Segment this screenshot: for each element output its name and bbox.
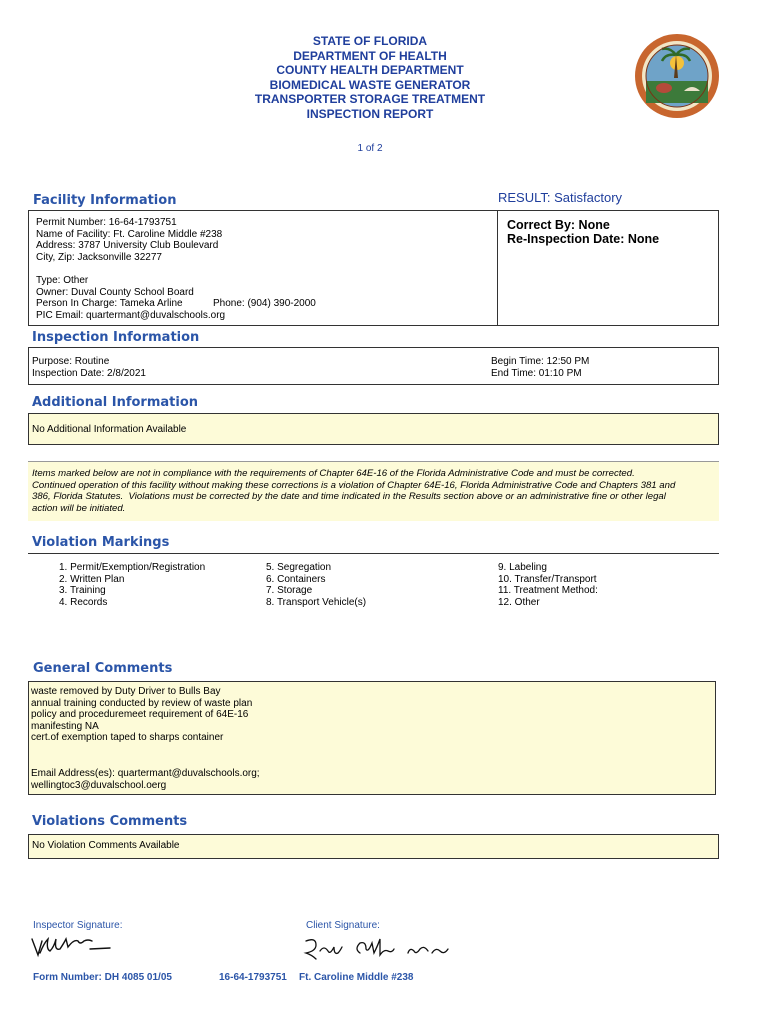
facility-name: Name of Facility: Ft. Caroline Middle #238 — [36, 228, 223, 240]
violation-item: 9. Labeling — [498, 562, 547, 573]
notice-line-1: Items marked below are not in compliance with the requirements of Chapter 64E-16 of the Florida Administrative Code and must be corrected. — [32, 468, 635, 479]
client-signature-label: Client Signature: — [306, 920, 380, 931]
violation-item: 5. Segregation — [266, 562, 332, 573]
header-line-1: STATE OF FLORIDA — [312, 34, 428, 48]
general-comments-text — [31, 686, 252, 744]
comment-line: cert.of exemption taped to sharps container — [31, 732, 224, 744]
facility-owner-details — [36, 275, 225, 321]
general-comments-title: General Comments — [33, 661, 173, 676]
facility-city-zip: City, Zip: Jacksonville 32277 — [36, 251, 162, 263]
violation-item: 4. Records — [59, 596, 108, 608]
compliance-notice — [32, 468, 675, 514]
result-status: RESULT: Satisfactory — [498, 190, 623, 205]
facility-phone: Phone: (904) 390-2000 — [213, 298, 316, 310]
inspection-section-title: Inspection Information — [32, 330, 200, 345]
header-line-4: BIOMEDICAL WASTE GENERATOR — [269, 77, 471, 92]
correct-by: Correct By: None — [507, 218, 610, 232]
inspector-signature-label: Inspector Signature: — [33, 920, 123, 931]
facility-owner: Owner: Duval County School Board — [36, 286, 194, 298]
comment-line: policy and proceduremeet requirement of 64E-16 — [31, 709, 249, 721]
comment-line: manifesting NA — [31, 720, 99, 732]
violation-item: 2. Written Plan — [59, 573, 125, 585]
violation-item: 7. Storage — [266, 585, 313, 597]
header-line-6: INSPECTION REPORT — [306, 106, 434, 121]
violation-column-1 — [59, 562, 205, 608]
header-line-5: TRANSPORTER STORAGE TREATMENT — [254, 92, 486, 107]
end-time: End Time: 01:10 PM — [491, 367, 582, 379]
state-seal-icon — [634, 33, 720, 119]
footer-facility: Ft. Caroline Middle #238 — [299, 972, 414, 983]
violation-comments-text: No Violation Comments Available — [32, 840, 180, 851]
violation-item: 10. Transfer/Transport — [498, 573, 597, 585]
result-divider — [497, 210, 498, 326]
pic-email: PIC Email: quartermant@duvalschools.org — [36, 309, 226, 321]
violation-item: 6. Containers — [266, 573, 326, 585]
begin-time: Begin Time: 12:50 PM — [491, 356, 590, 367]
violations-section-title: Violation Markings — [32, 535, 170, 550]
reinspection-date: Re-Inspection Date: None — [507, 232, 660, 246]
page-number: 1 of 2 — [357, 143, 383, 154]
violation-item: 8. Transport Vehicle(s) — [266, 596, 367, 608]
violation-column-2 — [266, 562, 366, 608]
additional-info-text: No Additional Information Available — [32, 424, 187, 435]
inspection-info-box — [28, 347, 719, 385]
violation-item: 11. Treatment Method: — [498, 585, 598, 597]
violations-divider — [28, 553, 719, 554]
form-number: Form Number: DH 4085 01/05 — [33, 972, 172, 983]
violation-column-3 — [498, 562, 598, 608]
violation-comments-box — [28, 834, 719, 859]
inspection-left — [32, 356, 146, 379]
header-line-3: COUNTY HEALTH DEPARTMENT — [276, 63, 464, 78]
notice-line-3: 386, Florida Statutes. Violations must be corrected by the date and time indicated in the Results section above or an administrative fine or other legal — [32, 491, 666, 503]
additional-section-title: Additional Information — [32, 395, 199, 410]
email-addresses — [31, 768, 260, 791]
inspector-signature-icon — [30, 935, 114, 961]
violation-comments-title: Violations Comments — [32, 814, 188, 829]
result-details — [507, 218, 659, 246]
header-line-2: DEPARTMENT OF HEALTH — [293, 48, 447, 63]
facility-type: Type: Other — [36, 275, 89, 286]
violation-item: 12. Other — [498, 596, 540, 608]
general-comments-box — [28, 681, 716, 795]
permit-number: Permit Number: 16-64-1793751 — [36, 217, 177, 228]
inspection-right — [491, 356, 589, 379]
footer-permit: 16-64-1793751 — [219, 972, 287, 983]
email-line: wellingtoc3@duvalschool.oerg — [31, 779, 167, 791]
inspection-purpose: Purpose: Routine — [32, 356, 110, 367]
notice-line-4: action will be initiated. — [32, 502, 126, 514]
email-line: Email Address(es): quartermant@duvalschools.org; — [31, 768, 260, 779]
violation-item: 1. Permit/Exemption/Registration — [59, 562, 206, 573]
person-in-charge: Person In Charge: Tameka Arline — [36, 298, 183, 310]
report-header — [180, 34, 560, 122]
violation-item: 3. Training — [59, 585, 106, 597]
inspection-date: Inspection Date: 2/8/2021 — [32, 367, 146, 379]
compliance-notice-box — [28, 461, 719, 521]
facility-address: Address: 3787 University Club Boulevard — [36, 240, 219, 252]
notice-line-2: Continued operation of this facility without making these corrections is a violation of Chapter 64E-16, Florida Administrative Code and Chapters 381 and — [32, 479, 676, 491]
additional-info-box — [28, 413, 719, 445]
client-signature-icon — [302, 935, 458, 961]
comment-line: annual training conducted by review of waste plan — [31, 697, 253, 709]
facility-info-box — [28, 210, 719, 326]
facility-details — [36, 217, 222, 263]
facility-section-title: Facility Information — [33, 193, 177, 208]
comment-line: waste removed by Duty Driver to Bulls Bay — [31, 686, 221, 697]
